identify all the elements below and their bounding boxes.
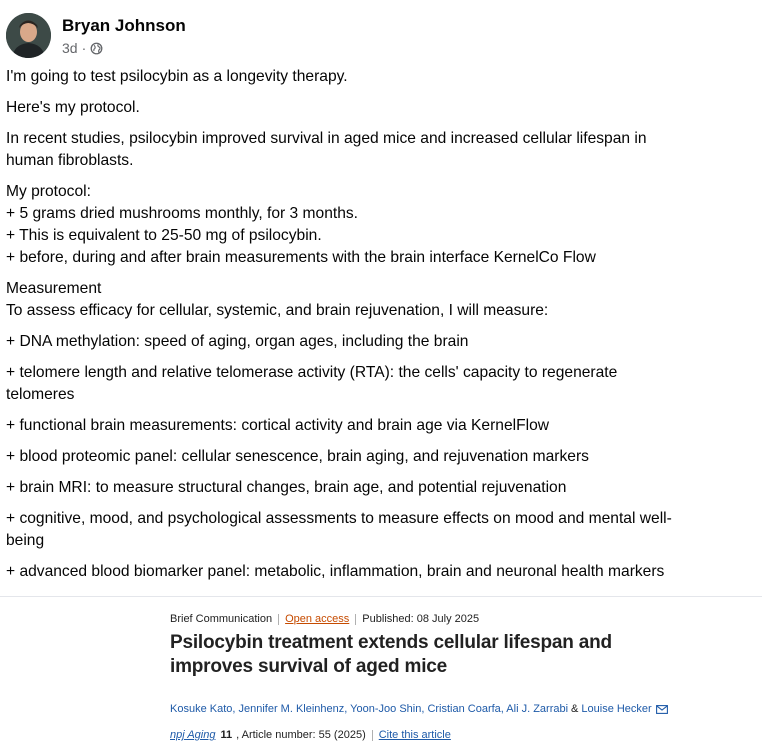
article-number: , Article number: 55 (2025): [236, 729, 366, 741]
post-meta: [62, 40, 103, 56]
published-date: Published: 08 July 2025: [362, 613, 480, 625]
mail-icon[interactable]: [656, 705, 668, 714]
article-type: Brief Communication: [170, 613, 273, 625]
last-author[interactable]: Louise Hecker: [581, 703, 652, 715]
journal-link[interactable]: npj Aging: [170, 729, 216, 741]
post-line: + functional brain measurements: cortical activity and brain age via KernelFlow: [6, 417, 550, 434]
post-line: + cognitive, mood, and psychological assessments to measure effects on mood and mental well-: [6, 510, 672, 527]
post-header: [6, 13, 406, 61]
meta-divider: [278, 614, 279, 625]
post-paragraph: [6, 278, 754, 322]
post-paragraph: [6, 66, 754, 88]
open-access-link[interactable]: Open access: [285, 613, 350, 625]
avatar-photo: [6, 13, 51, 58]
article-title-line: Psilocybin treatment extends cellular lifespan and: [170, 632, 612, 653]
meta-divider: [355, 614, 356, 625]
post-paragraph: [6, 128, 754, 172]
cite-divider: [372, 730, 373, 741]
post-paragraph: [6, 181, 754, 269]
post-line: + advanced blood biomarker panel: metabolic, inflammation, brain and neuronal health markers: [6, 563, 665, 580]
journal-volume: 11: [220, 729, 233, 741]
divider: [0, 596, 762, 597]
post-line: + telomere length and relative telomerase activity (RTA): the cells' capacity to regenerate: [6, 364, 618, 381]
post-paragraph: [6, 415, 754, 437]
globe-icon: [90, 42, 103, 55]
post-paragraph: [6, 97, 754, 119]
post-line: To assess efficacy for cellular, systemic, and brain rejuvenation, I will measure:: [6, 302, 549, 319]
post-line: telomeres: [6, 386, 75, 403]
post-body: [6, 66, 754, 592]
article-authors: [170, 703, 710, 715]
post-line: human fibroblasts.: [6, 152, 134, 169]
post-line: being: [6, 532, 45, 549]
post-line: I'm going to test psilocybin as a longevity therapy.: [6, 68, 348, 85]
post-line: + DNA methylation: speed of aging, organ ages, including the brain: [6, 333, 469, 350]
post-line: Measurement: [6, 280, 102, 297]
post-paragraph: [6, 446, 754, 468]
post-paragraph: [6, 561, 754, 583]
post-line: Here's my protocol.: [6, 99, 140, 116]
post-line: In recent studies, psilocybin improved survival in aged mice and increased cellular lifespan in: [6, 130, 647, 147]
article-title[interactable]: [170, 631, 710, 679]
author-ampersand: &: [571, 703, 579, 715]
post-line: + blood proteomic panel: cellular senescence, brain aging, and rejuvenation markers: [6, 448, 589, 465]
post-line: My protocol:: [6, 183, 91, 200]
post-line: + brain MRI: to measure structural changes, brain age, and potential rejuvenation: [6, 479, 567, 496]
post-line: + 5 grams dried mushrooms monthly, for 3 months.: [6, 205, 359, 222]
post-paragraph: [6, 477, 754, 499]
post-paragraph: [6, 331, 754, 353]
article-citation: [170, 729, 710, 741]
article-meta: [170, 613, 710, 625]
cite-this-article-link[interactable]: Cite this article: [378, 729, 451, 741]
post-line: + before, during and after brain measurements with the brain interface KernelCo Flow: [6, 249, 596, 266]
author-name[interactable]: Bryan Johnson: [62, 16, 186, 35]
post-paragraph: [6, 508, 754, 552]
post-paragraph: [6, 362, 754, 406]
article-preview[interactable]: [170, 613, 710, 741]
author-list[interactable]: Kosuke Kato, Jennifer M. Kleinhenz, Yoon-Joo Shin, Cristian Coarfa, Ali J. Zarrabi: [170, 703, 569, 715]
post-time[interactable]: 3d: [62, 40, 78, 56]
meta-separator: ·: [81, 40, 87, 56]
post-line: + This is equivalent to 25-50 mg of psilocybin.: [6, 227, 322, 244]
avatar[interactable]: [6, 13, 51, 58]
article-title-line: improves survival of aged mice: [170, 656, 448, 677]
